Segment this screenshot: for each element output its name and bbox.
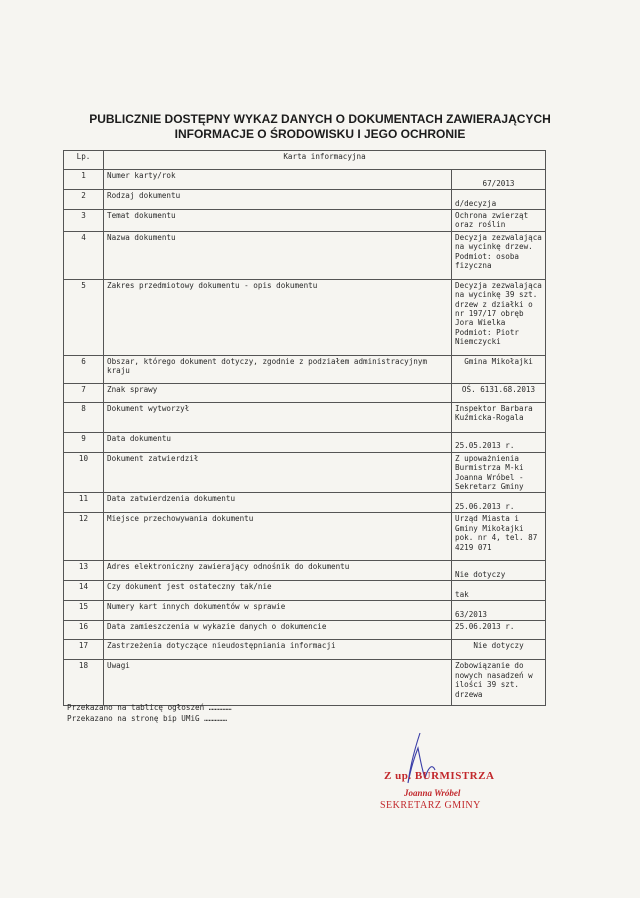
row-number: 5 [64, 279, 104, 355]
row-number: 13 [64, 561, 104, 581]
row-value: Nie dotyczy [452, 561, 546, 581]
header-card: Karta informacyjna [104, 151, 546, 170]
table-row [64, 621, 546, 640]
row-label: Rodzaj dokumentu [104, 190, 452, 210]
row-value: 25.06.2013 r. [452, 621, 546, 640]
row-value: Gmina Mikołajki [452, 355, 546, 383]
table-row [64, 493, 546, 513]
table-row [64, 640, 546, 660]
row-value: 63/2013 [452, 601, 546, 621]
row-value: Decyzja zezwalająca na wycinkę drzew. Podmiot: osoba fizyczna [452, 231, 546, 279]
row-number: 8 [64, 402, 104, 432]
table-row [64, 190, 546, 210]
information-card-table [63, 150, 546, 706]
table-row [64, 355, 546, 383]
row-label: Miejsce przechowywania dokumentu [104, 513, 452, 561]
row-label: Zastrzeżenia dotyczące nieudostępniania informacji [104, 640, 452, 660]
table-row [64, 601, 546, 621]
notes-line-noticeboard: Przekazano na tablicę ogłoszeń …………… [67, 703, 232, 712]
row-number: 14 [64, 581, 104, 601]
table-row [64, 231, 546, 279]
row-label: Numer karty/rok [104, 170, 452, 190]
header-lp: Lp. [64, 151, 104, 170]
row-number: 2 [64, 190, 104, 210]
row-label: Data zatwierdzenia dokumentu [104, 493, 452, 513]
row-value: Z upoważnienia Burmistrza M-ki Joanna Wróbel - Sekretarz Gminy [452, 452, 546, 493]
notes-line-bip: Przekazano na stronę bip UMiG …………… [67, 714, 228, 723]
row-label: Dokument wytworzył [104, 402, 452, 432]
table-row [64, 432, 546, 452]
row-label: Czy dokument jest ostateczny tak/nie [104, 581, 452, 601]
signature-stamp [380, 728, 510, 828]
row-number: 6 [64, 355, 104, 383]
row-label: Uwagi [104, 660, 452, 706]
stamp-line-name: Joanna Wróbel [404, 788, 461, 798]
row-label: Data dokumentu [104, 432, 452, 452]
row-value: OŚ. 6131.68.2013 [452, 383, 546, 402]
table-row [64, 402, 546, 432]
row-label: Data zamieszczenia w wykazie danych o dokumencie [104, 621, 452, 640]
row-value: d/decyzja [452, 190, 546, 210]
table-row [64, 383, 546, 402]
row-number: 4 [64, 231, 104, 279]
row-number: 3 [64, 210, 104, 232]
row-value: 25.06.2013 r. [452, 493, 546, 513]
row-number: 17 [64, 640, 104, 660]
row-value: Ochrona zwierząt oraz roślin [452, 210, 546, 232]
table-header-row [64, 151, 546, 170]
row-number: 10 [64, 452, 104, 493]
table-row [64, 279, 546, 355]
row-label: Temat dokumentu [104, 210, 452, 232]
row-value: Decyzja zezwalająca na wycinkę 39 szt. drzew z działki o nr 197/17 obręb Jora Wielka Podmiot: Piotr Niemczycki [452, 279, 546, 355]
row-number: 9 [64, 432, 104, 452]
document-title: PUBLICZNIE DOSTĘPNY WYKAZ DANYCH O DOKUMENTACH ZAWIERAJĄCYCH INFORMACJE O ŚRODOWISKU I JEGO OCHRONIE [89, 112, 551, 141]
row-number: 15 [64, 601, 104, 621]
table-row [64, 581, 546, 601]
row-label: Dokument zatwierdził [104, 452, 452, 493]
table-row [64, 210, 546, 232]
table-row [64, 561, 546, 581]
table-row [64, 513, 546, 561]
table-row [64, 170, 546, 190]
row-value: tak [452, 581, 546, 601]
table-row [64, 660, 546, 706]
row-label: Numery kart innych dokumentów w sprawie [104, 601, 452, 621]
row-label: Adres elektroniczny zawierający odnośnik do dokumentu [104, 561, 452, 581]
row-value: Nie dotyczy [452, 640, 546, 660]
row-number: 12 [64, 513, 104, 561]
row-label: Obszar, którego dokument dotyczy, zgodnie z podziałem administracyjnym kraju [104, 355, 452, 383]
row-number: 7 [64, 383, 104, 402]
row-value: 25.05.2013 r. [452, 432, 546, 452]
row-number: 1 [64, 170, 104, 190]
stamp-line-title: Z up. BURMISTRZA [384, 770, 495, 782]
row-value: Inspektor Barbara Kuźmicka-Rogala [452, 402, 546, 432]
row-value: Zobowiązanie do nowych nasadzeń w ilości 39 szt. drzewa [452, 660, 546, 706]
row-value: 67/2013 [452, 170, 546, 190]
row-number: 16 [64, 621, 104, 640]
distribution-notes [67, 702, 232, 724]
row-label: Znak sprawy [104, 383, 452, 402]
table-row [64, 452, 546, 493]
row-number: 18 [64, 660, 104, 706]
stamp-line-position: SEKRETARZ GMINY [380, 800, 481, 811]
row-value: Urząd Miasta i Gminy Mikołajki pok. nr 4, tel. 87 4219 071 [452, 513, 546, 561]
row-label: Nazwa dokumentu [104, 231, 452, 279]
row-number: 11 [64, 493, 104, 513]
row-label: Zakres przedmiotowy dokumentu - opis dokumentu [104, 279, 452, 355]
